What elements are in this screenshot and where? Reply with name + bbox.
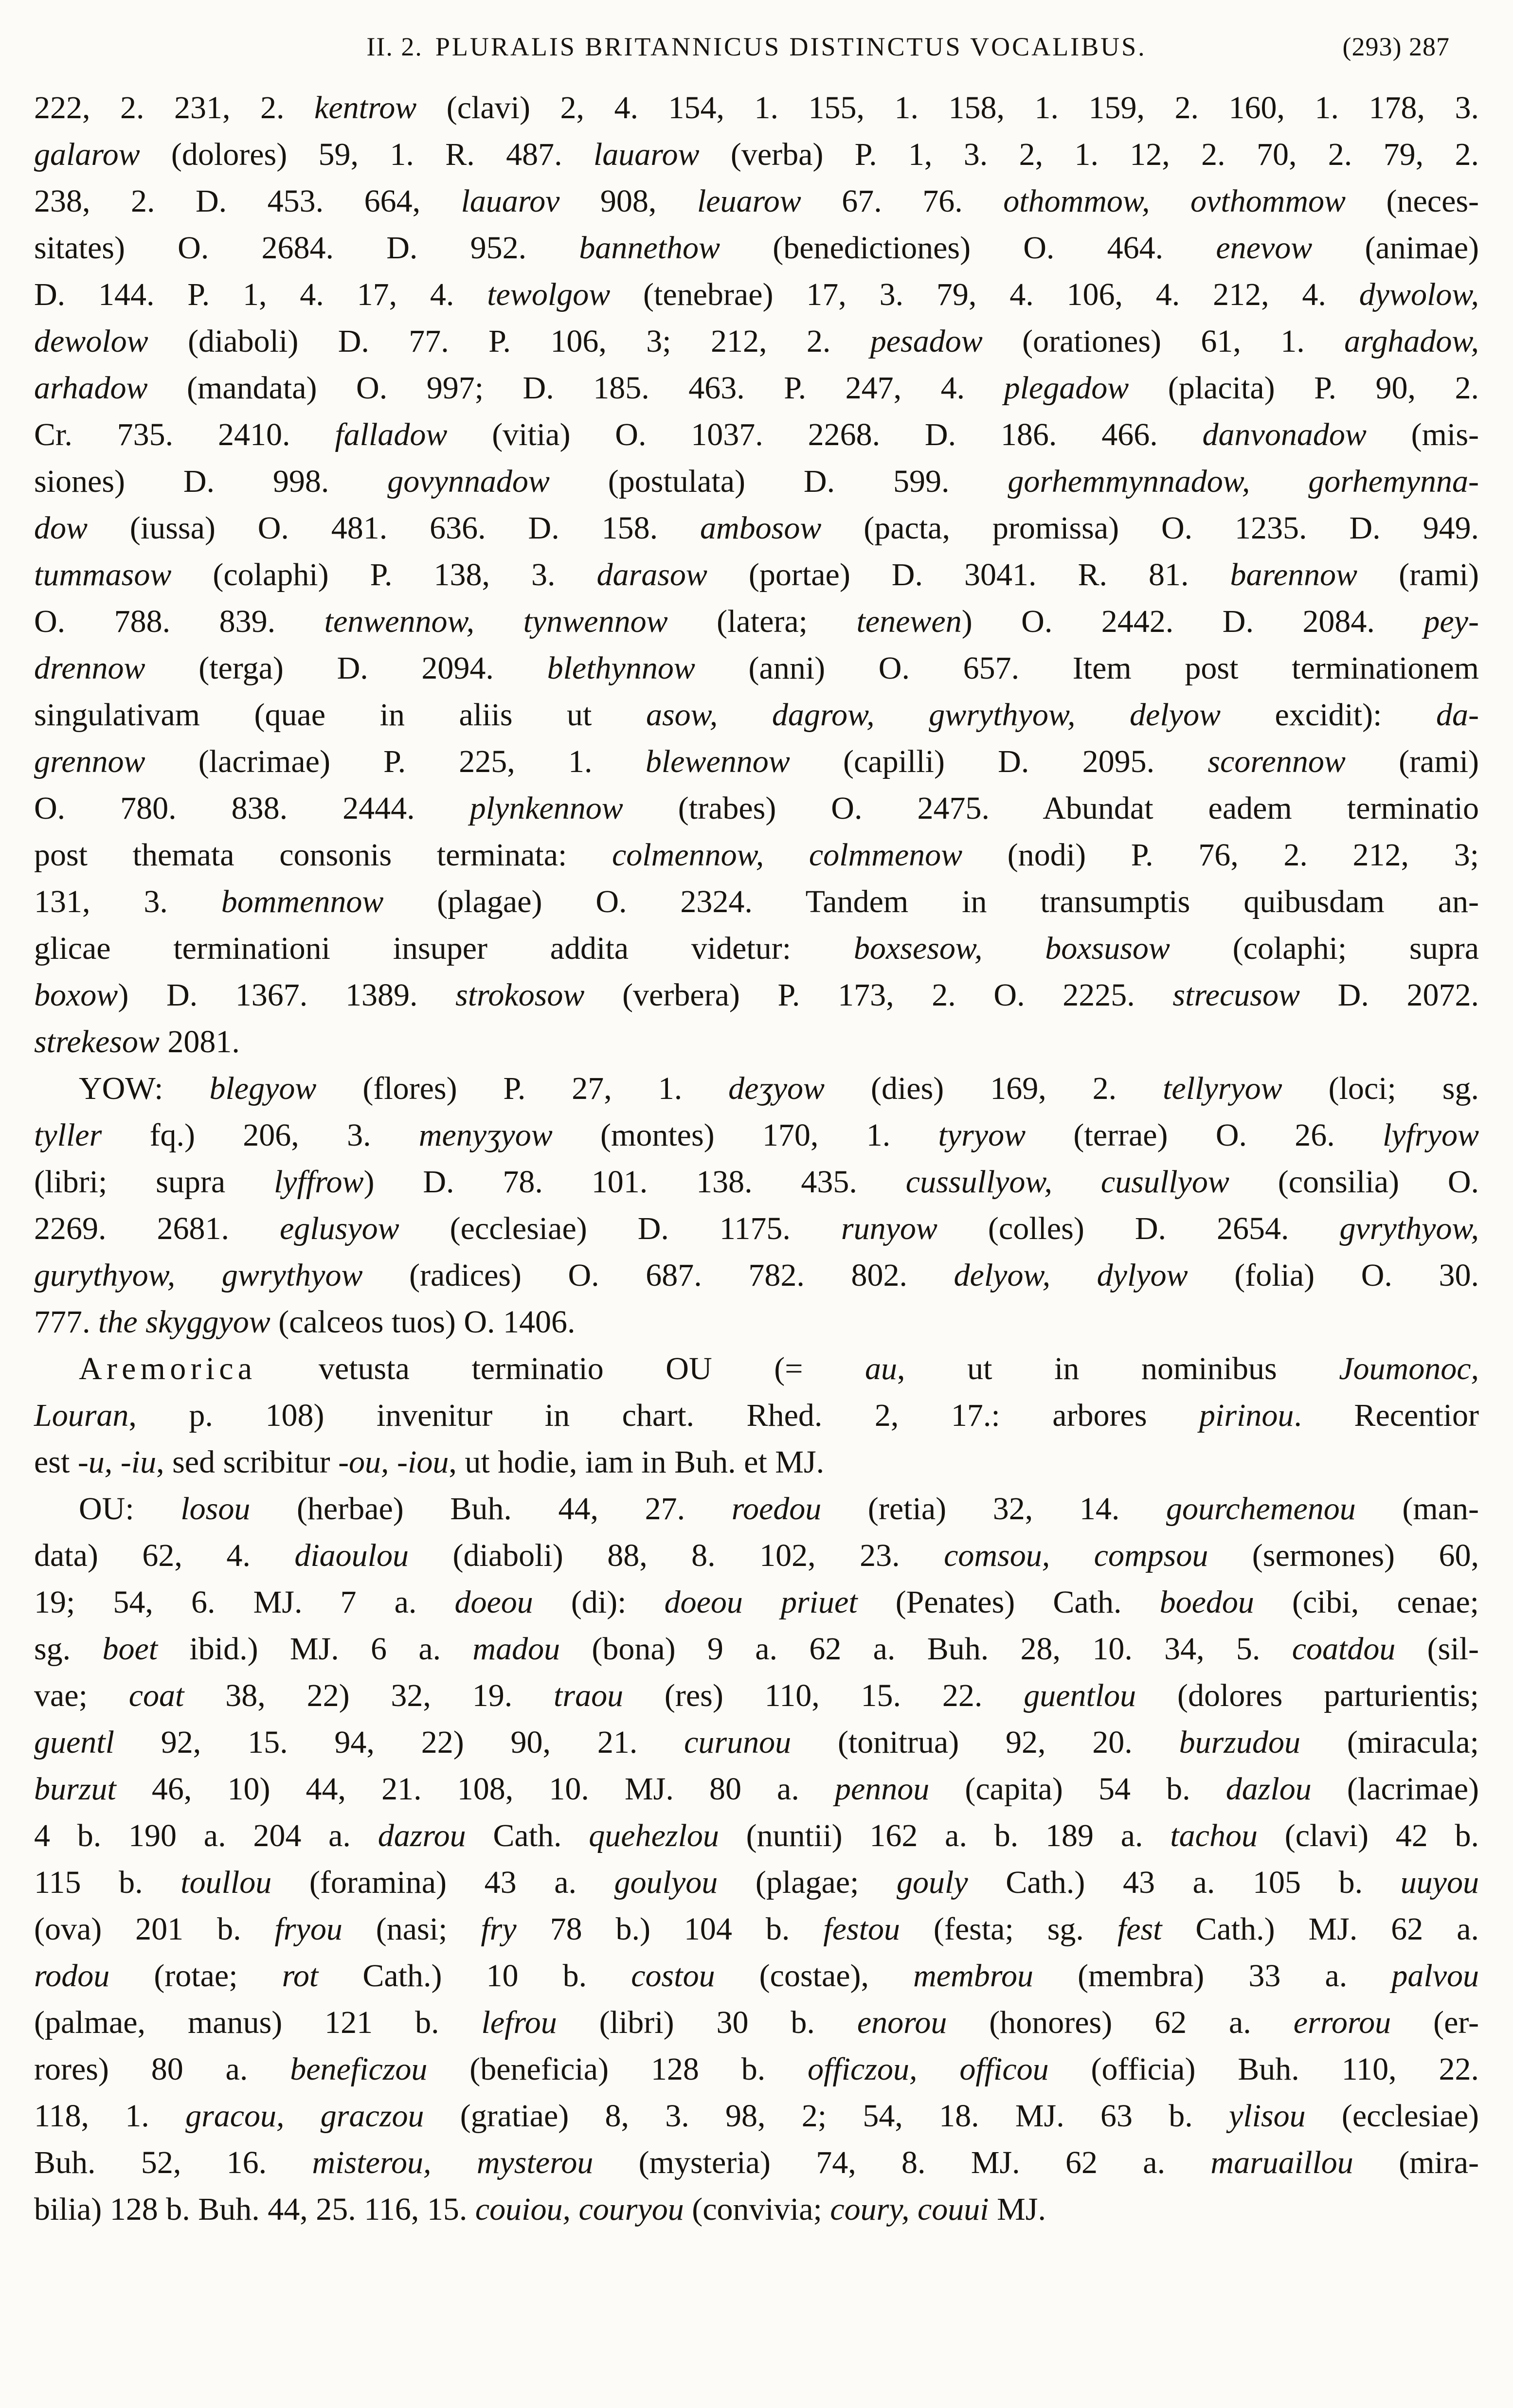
text-line: guentl 92, 15. 94, 22) 90, 21. curunou (tonitrua) 92, 20. burzudou (miracula; — [34, 1725, 1479, 1760]
text-block — [34, 85, 1479, 2233]
page-number: (293) 287 — [1342, 32, 1450, 61]
text-line: (palmae, manus) 121 b. lefrou (libri) 30 b. enorou (honores) 62 a. errorou (er- — [34, 2005, 1479, 2040]
text-line: burzut 46, 10) 44, 21. 108, 10. MJ. 80 a. pennou (capita) 54 b. dazlou (lacrimae) — [34, 1771, 1479, 1807]
text-line: Aremorica vetusta terminatio OU (= au, ut in nominibus Joumonoc, — [79, 1351, 1479, 1386]
text-line: sg. boet ibid.) MJ. 6 a. madou (bona) 9 a. 62 a. Buh. 28, 10. 34, 5. coatdou (sil- — [34, 1631, 1479, 1667]
text-line: (ova) 201 b. fryou (nasi; fry 78 b.) 104 b. festou (festa; sg. fest Cath.) MJ. 62 a. — [34, 1911, 1479, 1947]
text-line: D. 144. P. 1, 4. 17, 4. tewolgow (tenebrae) 17, 3. 79, 4. 106, 4. 212, 4. dywolow, — [34, 277, 1479, 312]
chapter-title: PLURALIS BRITANNICUS DISTINCTUS VOCALIBUS. — [435, 32, 1147, 61]
section-number: II. 2. — [366, 32, 423, 61]
text-line: 777. the skyggyow (calceos tuos) O. 1406. — [34, 1304, 576, 1340]
text-line: O. 780. 838. 2444. plynkennow (trabes) O. 2475. Abundat eadem terminatio — [34, 791, 1479, 826]
text-line: siones) D. 998. govynnadow (postulata) D. 599. gorhemmynnadow, gorhemynna- — [34, 464, 1479, 499]
text-line: rores) 80 a. beneficzou (beneficia) 128 b. officzou, officou (officia) Buh. 110, 22. — [34, 2051, 1479, 2087]
text-line: 2269. 2681. eglusyow (ecclesiae) D. 1175. runyow (colles) D. 2654. gvrythyow, — [34, 1211, 1479, 1246]
text-line: tyller fq.) 206, 3. menyʒyow (montes) 170, 1. tyryow (terrae) O. 26. lyfryow — [34, 1117, 1479, 1153]
text-line: 238, 2. D. 453. 664, lauarov 908, leuarow 67. 76. othommow, ovthommow (neces- — [34, 183, 1479, 219]
text-line: Louran, p. 108) invenitur in chart. Rhed. 2, 17.: arbores pirinou. Recentior — [34, 1398, 1479, 1433]
text-line: 4 b. 190 a. 204 a. dazrou Cath. quehezlou (nuntii) 162 a. b. 189 a. tachou (clavi) 42 b. — [34, 1818, 1479, 1853]
text-line: strekesow 2081. — [34, 1024, 240, 1060]
text-line: 222, 2. 231, 2. kentrow (clavi) 2, 4. 154, 1. 155, 1. 158, 1. 159, 2. 160, 1. 178, 3. — [34, 90, 1479, 126]
text-line: vae; coat 38, 22) 32, 19. traou (res) 110, 15. 22. guentlou (dolores parturientis; — [34, 1678, 1479, 1713]
text-line: glicae terminationi insuper addita videtur: boxsesow, boxsusow (colaphi; supra — [34, 931, 1479, 966]
text-line: (libri; supra lyffrow) D. 78. 101. 138. 435. cussullyow, cusullyow (consilia) O. — [34, 1164, 1479, 1200]
running-head — [34, 23, 1479, 70]
text-line: galarow (dolores) 59, 1. R. 487. lauarow (verba) P. 1, 3. 2, 1. 12, 2. 70, 2. 79, 2. — [34, 137, 1479, 172]
text-line: 115 b. toullou (foramina) 43 a. goulyou (plagae; gouly Cath.) 43 a. 105 b. uuyou — [34, 1865, 1479, 1900]
text-line: drennow (terga) D. 2094. blethynnow (anni) O. 657. Item post terminationem — [34, 650, 1479, 686]
text-line: est -u, -iu, sed scribitur -ou, -iou, ut hodie, iam in Buh. et MJ. — [34, 1444, 825, 1480]
text-line: post themata consonis terminata: colmennow, colmmenow (nodi) P. 76, 2. 212, 3; — [34, 837, 1479, 873]
text-line: sitates) O. 2684. D. 952. bannethow (benedictiones) O. 464. enevow (animae) — [34, 230, 1479, 266]
text-line: YOW: blegyow (flores) P. 27, 1. deʒyow (dies) 169, 2. tellyryow (loci; sg. — [79, 1071, 1479, 1106]
text-line: data) 62, 4. diaoulou (diaboli) 88, 8. 102, 23. comsou, compsou (sermones) 60, — [34, 1538, 1479, 1573]
text-line: 118, 1. gracou, graczou (gratiae) 8, 3. 98, 2; 54, 18. MJ. 63 b. ylisou (ecclesiae) — [34, 2098, 1479, 2134]
text-line: grennow (lacrimae) P. 225, 1. blewennow (capilli) D. 2095. scorennow (rami) — [34, 744, 1479, 779]
text-line: rodou (rotae; rot Cath.) 10 b. costou (costae), membrou (membra) 33 a. palvou — [34, 1958, 1479, 1994]
text-line: boxow) D. 1367. 1389. strokosow (verbera) P. 173, 2. O. 2225. strecusow D. 2072. — [34, 977, 1479, 1013]
text-line: singulativam (quae in aliis ut asow, dagrow, gwrythyow, delyow excidit): da- — [34, 697, 1479, 733]
text-line: OU: losou (herbae) Buh. 44, 27. roedou (retia) 32, 14. gourchemenou (man- — [79, 1491, 1479, 1527]
text-line: arhadow (mandata) O. 997; D. 185. 463. P. 247, 4. plegadow (placita) P. 90, 2. — [34, 370, 1479, 406]
page-header — [34, 23, 1479, 70]
text-line: Buh. 52, 16. misterou, mysterou (mysteria) 74, 8. MJ. 62 a. maruaillou (mira- — [34, 2145, 1479, 2180]
text-line: 19; 54, 6. MJ. 7 a. doeou (di): doeou priuet (Penates) Cath. boedou (cibi, cenae; — [34, 1584, 1479, 1620]
text-line: dewolow (diaboli) D. 77. P. 106, 3; 212, 2. pesadow (orationes) 61, 1. arghadow, — [34, 323, 1479, 359]
text-line: tummasow (colaphi) P. 138, 3. darasow (portae) D. 3041. R. 81. barennow (rami) — [34, 557, 1479, 593]
text-line: dow (iussa) O. 481. 636. D. 158. ambosow (pacta, promissa) O. 1235. D. 949. — [34, 510, 1479, 546]
text-line: bilia) 128 b. Buh. 44, 25. 116, 15. couiou, couryou (convivia; coury, couui MJ. — [34, 2192, 1046, 2227]
text-line: O. 788. 839. tenwennow, tynwennow (latera; tenewen) O. 2442. D. 2084. pey- — [34, 604, 1479, 639]
text-line: gurythyow, gwrythyow (radices) O. 687. 782. 802. delyow, dylyow (folia) O. 30. — [34, 1258, 1479, 1293]
text-line: 131, 3. bommennow (plagae) O. 2324. Tandem in transumptis quibusdam an- — [34, 884, 1479, 919]
text-line: Cr. 735. 2410. falladow (vitia) O. 1037. 2268. D. 186. 466. danvonadow (mis- — [34, 417, 1479, 452]
